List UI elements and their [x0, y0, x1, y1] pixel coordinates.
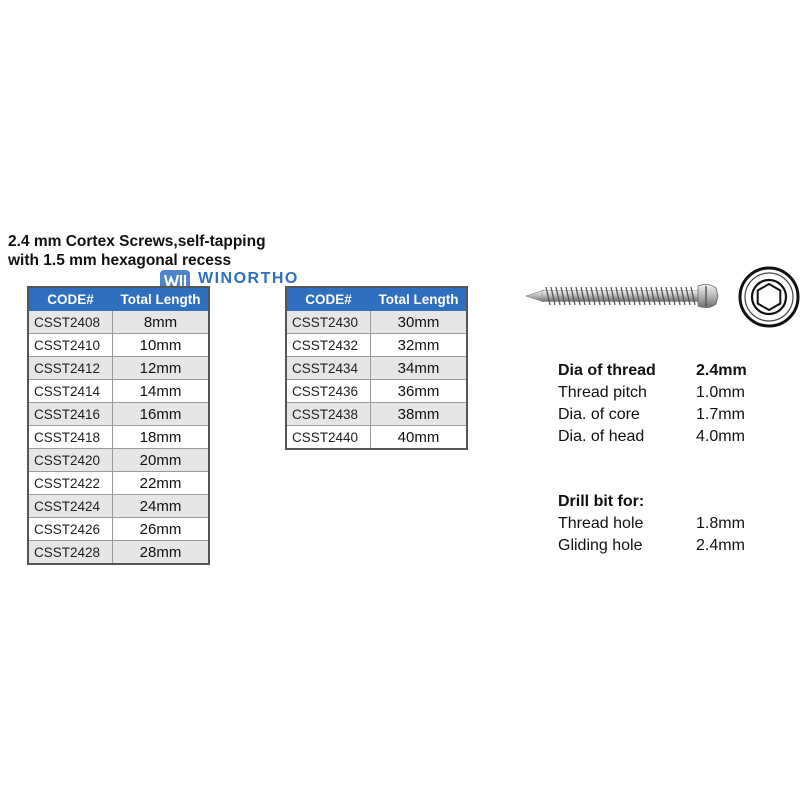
- code-table-right: [285, 286, 468, 450]
- table-row: [28, 380, 209, 403]
- title-line-1: 2.4 mm Cortex Screws,self-tapping: [8, 233, 266, 250]
- header-length: Total Length: [113, 287, 210, 311]
- table-row: [28, 334, 209, 357]
- code-cell: CSST2418: [28, 426, 113, 449]
- drill-bit-specs: [558, 493, 745, 559]
- spec-label: Dia. of core: [558, 406, 640, 423]
- spec-value: 1.0mm: [696, 384, 745, 401]
- length-cell: 30mm: [371, 311, 468, 334]
- header-length: Total Length: [371, 287, 468, 311]
- table-header-row: [28, 287, 209, 311]
- code-cell: CSST2416: [28, 403, 113, 426]
- table-row: [28, 449, 209, 472]
- code-cell: CSST2438: [286, 403, 371, 426]
- table-row: [286, 403, 467, 426]
- table-row: [28, 518, 209, 541]
- length-cell: 12mm: [113, 357, 210, 380]
- table-row: [286, 357, 467, 380]
- code-cell: CSST2428: [28, 541, 113, 565]
- drill-value: 1.8mm: [696, 515, 745, 532]
- spec-value: 4.0mm: [696, 428, 745, 445]
- title-line-2: with 1.5 mm hexagonal recess: [8, 252, 232, 269]
- spec-label: Thread pitch: [558, 384, 647, 401]
- code-cell: CSST2430: [286, 311, 371, 334]
- spec-label: Dia of thread: [558, 362, 656, 379]
- code-cell: CSST2408: [28, 311, 113, 334]
- length-cell: 10mm: [113, 334, 210, 357]
- drill-row: [558, 537, 745, 559]
- code-table-left: [27, 286, 210, 565]
- table-row: [28, 541, 209, 565]
- length-cell: 24mm: [113, 495, 210, 518]
- code-cell: CSST2434: [286, 357, 371, 380]
- code-cell: CSST2440: [286, 426, 371, 450]
- spec-value: 1.7mm: [696, 406, 745, 423]
- drill-heading: Drill bit for:: [558, 493, 645, 510]
- table-row: [28, 357, 209, 380]
- length-cell: 40mm: [371, 426, 468, 450]
- logo-text: WINORTHO: [198, 270, 299, 287]
- code-cell: CSST2412: [28, 357, 113, 380]
- code-cell: CSST2436: [286, 380, 371, 403]
- length-cell: 28mm: [113, 541, 210, 565]
- drill-value: 2.4mm: [696, 537, 745, 554]
- table-row: [28, 426, 209, 449]
- table-row: [28, 495, 209, 518]
- drill-label: Gliding hole: [558, 537, 643, 554]
- table-row: [28, 311, 209, 334]
- table-row: [286, 311, 467, 334]
- spec-value: 2.4mm: [696, 362, 747, 379]
- table-row: [286, 380, 467, 403]
- code-cell: CSST2424: [28, 495, 113, 518]
- drill-row: [558, 515, 745, 537]
- length-cell: 16mm: [113, 403, 210, 426]
- length-cell: 22mm: [113, 472, 210, 495]
- length-cell: 14mm: [113, 380, 210, 403]
- table-row: [28, 472, 209, 495]
- length-cell: 34mm: [371, 357, 468, 380]
- code-cell: CSST2432: [286, 334, 371, 357]
- length-cell: 32mm: [371, 334, 468, 357]
- drill-label: Thread hole: [558, 515, 644, 532]
- code-cell: CSST2426: [28, 518, 113, 541]
- table-row: [286, 426, 467, 450]
- table-row: [286, 334, 467, 357]
- spec-label: Dia. of head: [558, 428, 645, 445]
- code-cell: CSST2422: [28, 472, 113, 495]
- length-cell: 20mm: [113, 449, 210, 472]
- table-header-row: [286, 287, 467, 311]
- screw-image-icon: [522, 278, 722, 314]
- length-cell: 36mm: [371, 380, 468, 403]
- header-code: CODE#: [28, 287, 113, 311]
- length-cell: 8mm: [113, 311, 210, 334]
- hex-head-icon: [738, 266, 800, 328]
- length-cell: 26mm: [113, 518, 210, 541]
- header-code: CODE#: [286, 287, 371, 311]
- code-cell: CSST2410: [28, 334, 113, 357]
- length-cell: 38mm: [371, 403, 468, 426]
- length-cell: 18mm: [113, 426, 210, 449]
- code-cell: CSST2420: [28, 449, 113, 472]
- table-row: [28, 403, 209, 426]
- code-cell: CSST2414: [28, 380, 113, 403]
